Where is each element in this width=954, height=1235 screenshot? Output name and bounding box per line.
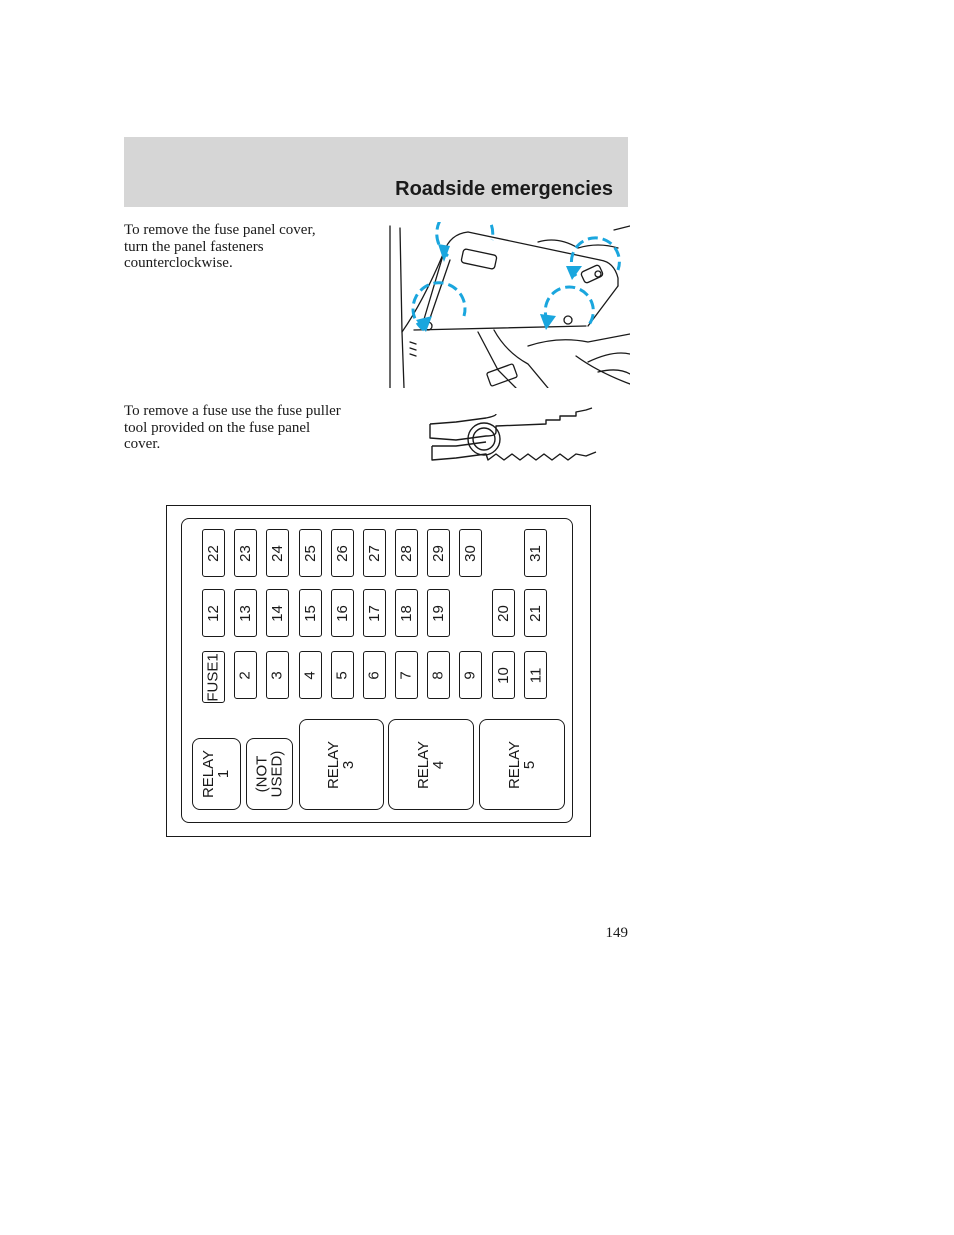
fuse-label: 27 — [366, 544, 383, 562]
fuse-21 — [524, 589, 547, 637]
fuse-label: 4 — [302, 670, 319, 680]
relay-label: RELAY 5 — [505, 740, 538, 789]
fuse-8 — [427, 651, 450, 699]
fuse-label: 18 — [398, 604, 415, 622]
relay-5 — [479, 719, 565, 810]
fuse-label: 11 — [526, 667, 544, 683]
fuse-label: 25 — [302, 544, 319, 562]
fuse-17 — [363, 589, 386, 637]
fuse-3 — [266, 651, 289, 699]
fuse-label: 26 — [334, 544, 351, 562]
text-line: turn the panel fasteners — [124, 238, 264, 255]
fuse-22 — [202, 529, 225, 577]
fuse-panel-cover-illustration — [388, 222, 630, 388]
relay-4 — [388, 719, 474, 810]
relay-label: (NOT USED) — [253, 750, 286, 798]
fuse-2 — [234, 651, 257, 699]
fuse-label: 15 — [302, 604, 319, 622]
fuse-label: 3 — [269, 670, 286, 680]
text-line: counterclockwise. — [124, 255, 233, 271]
fuse-label: 20 — [495, 604, 512, 622]
fuse-label: 30 — [462, 544, 479, 562]
fuse-20 — [492, 589, 515, 637]
fuse-label: 29 — [430, 544, 447, 562]
fuse-23 — [234, 529, 257, 577]
fuse-19 — [427, 589, 450, 637]
fuse-label: 21 — [527, 604, 544, 622]
fuse-11 — [524, 651, 547, 699]
fuse-panel-outline — [181, 518, 573, 823]
fuse-label: 22 — [205, 544, 222, 562]
relay-label: RELAY 3 — [325, 740, 358, 789]
fuse-29 — [427, 529, 450, 577]
fuse-label: 31 — [527, 544, 544, 562]
fuse-label: 10 — [495, 666, 512, 684]
fuse-label: 14 — [269, 604, 286, 622]
fuse-label: 16 — [334, 604, 351, 622]
fuse-13 — [234, 589, 257, 637]
instruction-remove-cover — [124, 222, 316, 272]
instruction-remove-fuse — [124, 403, 341, 453]
relay-3 — [299, 719, 384, 810]
fuse-12 — [202, 589, 225, 637]
fuse-15 — [299, 589, 322, 637]
fuse-label: 23 — [237, 544, 254, 562]
fuse-5 — [331, 651, 354, 699]
fuse-24 — [266, 529, 289, 577]
fuse-10 — [492, 651, 515, 699]
fuse-27 — [363, 529, 386, 577]
fuse-label: 2 — [237, 670, 254, 680]
section-title: Roadside emergencies — [395, 178, 613, 200]
fuse-label: 19 — [430, 604, 447, 622]
fuse-label: FUSE1 — [205, 652, 223, 702]
fuse-25 — [299, 529, 322, 577]
fuse-28 — [395, 529, 418, 577]
fuse-6 — [363, 651, 386, 699]
page-number: 149 — [605, 925, 628, 941]
text-line: To remove a fuse use the fuse puller — [124, 403, 341, 419]
fuse-label: 12 — [205, 604, 222, 622]
fuse-label: 8 — [430, 670, 447, 680]
fuse-label: 13 — [237, 604, 254, 622]
relay-1 — [192, 738, 241, 810]
fuse-label: 7 — [398, 670, 415, 680]
fuse-label: 5 — [334, 670, 351, 680]
fuse-7 — [395, 651, 418, 699]
text-line: tool provided on the fuse panel — [124, 419, 311, 436]
fuse-label: 6 — [366, 670, 383, 680]
fuse-panel-diagram — [166, 505, 591, 837]
fuse-14 — [266, 589, 289, 637]
fuse-26 — [331, 529, 354, 577]
fuse-9 — [459, 651, 482, 699]
relay-label: RELAY 4 — [414, 740, 447, 789]
fuse-16 — [331, 589, 354, 637]
fuse-label: 24 — [269, 544, 286, 562]
fuse-30 — [459, 529, 482, 577]
fuse-1 — [202, 651, 225, 703]
fuse-18 — [395, 589, 418, 637]
text-line: cover. — [124, 436, 161, 452]
text-line: To remove the fuse panel cover, — [124, 222, 316, 238]
fuse-31 — [524, 529, 547, 577]
fuse-4 — [299, 651, 322, 699]
fuse-label: 9 — [462, 670, 479, 680]
section-header-band — [124, 137, 628, 207]
relay-label: RELAY 1 — [200, 749, 233, 799]
fuse-puller-illustration — [426, 402, 602, 466]
fuse-label: 17 — [366, 604, 383, 622]
relay-not-used — [246, 738, 293, 810]
fuse-label: 28 — [398, 544, 415, 562]
